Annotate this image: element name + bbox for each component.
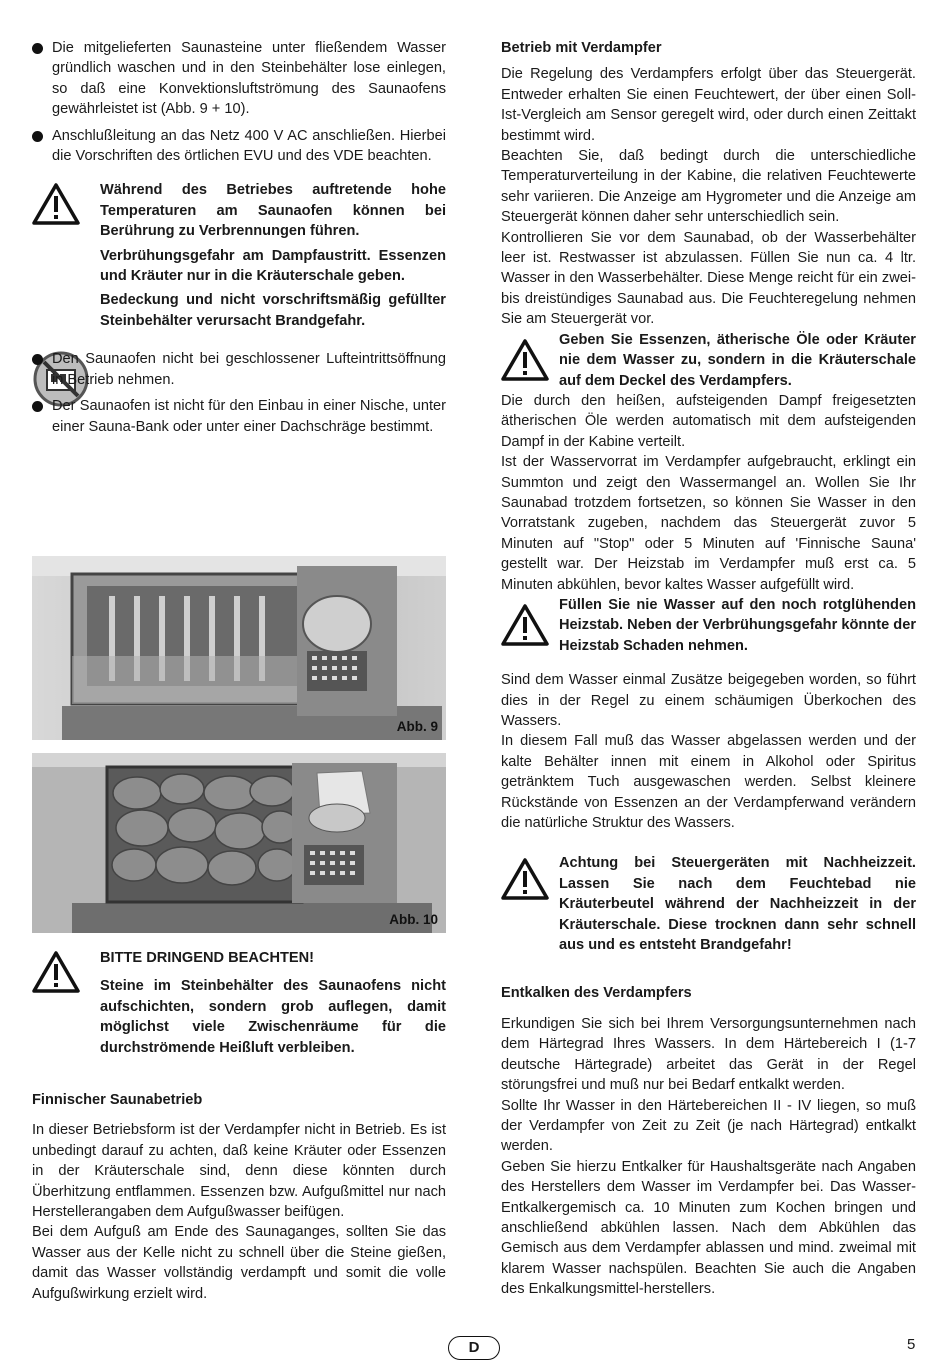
section-title: Finnischer Saunabetrieb (32, 1092, 203, 1109)
page-number: 5 (907, 1336, 916, 1353)
paragraph: Bei dem Aufguß am Ende des Saunaganges, sollten Sie das Wasser aus der Kelle nicht zu schnell über die Steine gießen, damit das Wasser vollständig verdampft und somit die volle Aufgußwirkung erzielt wird. (32, 1224, 446, 1302)
warning-triangle-icon (501, 603, 549, 647)
left-bottom (32, 948, 446, 1304)
warning-triangle-icon (501, 338, 549, 382)
language-badge: D (448, 1336, 500, 1360)
paragraph: Ist der Wasservorrat im Verdampfer aufgebraucht, erklingt ein Summton und zeigt den Wassermangel an. Wollen Sie Ihr Saunabad trotzdem fortsetzen, so können Sie Wasser in den Vorratstank zugeben, nachdem das Steuergerät zuvor 5 Minuten auf "Stop" oder 5 Minuten auf 'Finnische Sauna' gestellt war. Der Heizstab im Verdampfer muß erst ca. 5 Minuten abkühlen, bevor kaltes Wasser aufgefüllt wird. (501, 454, 916, 593)
warning-triangle-icon (32, 950, 80, 994)
paragraph: Sollte Ihr Wasser in den Härtebereichen II - IV liegen, so muß der Verdampfer von Zeit zu Zeit (je nach Härtegrad) entkalkt werden. (501, 1097, 916, 1155)
paragraph: In dieser Betriebsform ist der Verdampfer nicht in Betrieb. Es ist unbedingt darauf zu achten, daß keine Kräuter oder Essenzen in der Kräuterschale sind, denn diese könnten durch Überhitzung entflammen. Essenzen bzw. Aufgußmittel nur nach Herstellerangaben dem Aufgußwasser beifügen. (32, 1122, 446, 1221)
sauna-heater-stones-image (32, 753, 446, 933)
section-title: Betrieb mit Verdampfer (501, 40, 662, 56)
warning-triangle-icon (32, 182, 80, 226)
figure-10-photo (32, 753, 446, 933)
warning-triangle-icon (501, 857, 549, 901)
left-column (32, 38, 446, 443)
bullet-icon (32, 43, 43, 54)
section-title: Entkalken des Verdampfers (501, 985, 692, 1002)
warning-block (501, 853, 916, 955)
warning-block (501, 330, 916, 391)
warning-text: Verbrühungsgefahr am Dampfaustritt. Essenzen und Kräuter nur in die Kräuterschale geben. (100, 247, 446, 285)
figure-caption: Abb. 9 (396, 719, 438, 734)
paragraph: Kontrollieren Sie vor dem Saunabad, ob der Wasserbehälter leer ist. Restwasser ist abzulassen. Füllen Sie nun ca. 4 ltr. Wasser in den Wasserbehälter. Diese Menge reicht für ein zwei- bis dreistündiges Saunabad aus. Die Feuchteregelung nehmen Sie am Steuergerät vor. (501, 229, 916, 328)
paragraph: Sind dem Wasser einmal Zusätze beigegeben worden, so führt dies in der Regel zu einem schäumigen Überkochen des Wassers. (501, 672, 916, 729)
bullet-item: Der Saunaofen ist nicht für den Einbau in einer Nische, unter einer Sauna-Bank oder unter einer Dachschräge bestimmt. (32, 396, 446, 437)
bullet-item: Die mitgelieferten Saunasteine unter fließendem Wasser gründlich waschen und in den Steinbehälter lose einlegen, so daß eine Konvektionsluftströmung des Saunaofens gewährleistet ist (Abb. 9 + 10). (32, 38, 446, 120)
warning-text: Steine im Steinbehälter des Saunaofens nicht aufschichten, sondern grob auflegen, damit möglichst viele Zwischenräume für die durchströmende Heißluft verbleiben. (100, 978, 446, 1056)
paragraph: Beachten Sie, daß bedingt durch die unterschiedliche Temperaturverteilung in der Kabine, die relativen Feuchtewerte sehr variieren. Die Anzeige am Hygrometer und die Anzeige am Steuergerät können daher sehr unterschiedlich sein. (501, 148, 916, 226)
bullet-icon (32, 354, 43, 365)
warning-text: Während des Betriebes auftretende hohe Temperaturen am Saunaofen können bei Berührung zu Verbrennungen führen. (100, 182, 446, 240)
bullet-icon (32, 401, 43, 412)
paragraph: Geben Sie hierzu Entkalker für Haushaltsgeräte nach Angaben des Herstellers dem Wasser im Verdampfer bei. Das Wasser-Entkalkergemisch ca. 10 Minuten zum Kochen bringen und anschließend abkühlen lassen. Nach dem Abkühlen das Gemisch aus dem Verdampfer ablassen und mind. zweimal mit klarem Wasser nachspülen. Beachten Sie auch die Angaben des Enkalkungsmittel-herstellers. (501, 1158, 916, 1298)
warning-block (501, 595, 916, 656)
warning-text: Geben Sie Essenzen, ätherische Öle oder Kräuter nie dem Wasser zu, sondern in die Kräuterschale auf dem Deckel des Verdampfers. (559, 331, 916, 389)
warning-title: BITTE DRINGEND BEACHTEN! (100, 950, 315, 966)
paragraph: Die durch den heißen, aufsteigenden Dampf freigesetzten ätherischen Öle werden automatisch mit dem aufsteigenden Dampf in der Kabine verteilt. (501, 392, 916, 450)
bullet-item: Den Saunaofen nicht bei geschlossener Lufteintrittsöffnung in Betrieb nehmen. (32, 349, 446, 390)
paragraph: Erkundigen Sie sich bei Ihrem Versorgungsunternehmen nach dem Härtegrad Ihres Wassers. In dem Härtebereich I (1-7 deutsche Härtegrade) arbeitet das Gerät in der Regel störungsfrei und muß nur bei Bedarf entkalkt werden. (501, 1015, 916, 1094)
figure-9-photo (32, 556, 446, 740)
bullet-icon (32, 131, 43, 142)
paragraph: In diesem Fall muß das Wasser abgelassen werden und der kalte Behälter innen mit einem in Alkohol oder Spiritus getränktem Tuch ausgewaschen werden. Selbst kleinere Rückstände von Essenzen an der Verdampferwand verändern die natürliche Struktur des Wassers. (501, 733, 916, 832)
bullet-item: Anschlußleitung an das Netz 400 V AC anschließen. Hierbei die Vorschriften des örtlichen EVU und des VDE beachten. (32, 126, 446, 167)
warning-block (32, 180, 446, 331)
sauna-heater-empty-image (32, 556, 446, 740)
right-column (501, 38, 916, 1300)
warning-text: Füllen Sie nie Wasser auf den noch rotglühenden Heizstab. Neben der Verbrühungsgefahr könnte der Heizstab Schaden nehmen. (559, 596, 916, 654)
warning-text: Achtung bei Steuergeräten mit Nachheizzeit. Lassen Sie nach dem Feuchtebad nie Kräuterbeutel während der Nachheizzeit in der Kräuterschale. Diese trocknen dann sehr schnell aus und es entsteht Brandgefahr! (559, 855, 916, 954)
warning-text: Bedeckung und nicht vorschriftsmäßig gefüllter Steinbehälter verursacht Brandgefahr. (100, 292, 446, 329)
warning-block (32, 948, 446, 1058)
figure-caption: Abb. 10 (389, 912, 438, 927)
paragraph: Die Regelung des Verdampfers erfolgt über das Steuergerät. Entweder erhalten Sie einen Feuchtewert, der über einen Soll-Ist-Vergleich am Sensor geregelt wird, oder durch einen Zeittakt bestimmt wird. (501, 66, 916, 144)
